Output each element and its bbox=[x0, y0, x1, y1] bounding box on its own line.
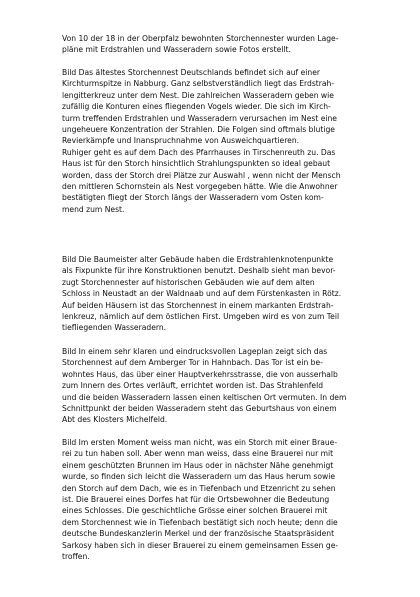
text-line: rei zu tun haben soll. Aber wenn man weiss, dass eine Brauerei nur mit bbox=[62, 449, 334, 459]
text-line: ungeheuere Konzentration der Strahlen. Die Folgen sind oftmals blutige bbox=[62, 124, 335, 134]
text-line: zugt Storchennester auf historischen Gebäuden wie auf dem alten bbox=[62, 277, 315, 287]
text-line: Haus ist für den Storch hinsichtlich Strahlungspunkten so ideal gebaut bbox=[62, 159, 331, 169]
text-line: Schloss in Neustadt an der Waldnaab und auf dem Fürstenkasten in Rötz. bbox=[62, 289, 342, 299]
text-line: Abt des Klosters Michelfeld. bbox=[62, 415, 168, 425]
text-line: lenkreuz, nämlich auf dem östlichen First. Umgeben wird es von zum Teil bbox=[62, 311, 340, 321]
text-line: bestätigten fliegt der Storch längs der Wasseradern vom Osten kom- bbox=[62, 193, 324, 203]
text-line: Auf beiden Häusern ist das Storchennest in einem markanten Erdstrah- bbox=[62, 300, 334, 310]
text-line: dem Storchennest wie in Tiefenbach bestätigt sich noch heute; denn die bbox=[62, 517, 338, 527]
text-line: turm treffenden Erdstrahlen und Wasseradern verursachen im Nest eine bbox=[62, 113, 337, 123]
paragraph-hahnbach bbox=[62, 346, 374, 426]
text-line: Storchennest auf dem Amberger Tor in Hahnbach. Das Tor ist ein be- bbox=[62, 358, 323, 368]
text-line: Bild Die Baumeister alter Gebäude haben die Erdstrahlenknotenpunkte bbox=[62, 255, 334, 264]
text-line: tiefliegenden Wasseradern. bbox=[62, 323, 167, 333]
paragraph-nabburg bbox=[62, 67, 374, 215]
text-line: Bild Das ältestes Storchennest Deutschlands befindet sich auf einer bbox=[62, 68, 321, 77]
text-line: zufällig die Konturen eines fliegenden Vogels wieder. Die sich im Kirch- bbox=[62, 102, 331, 112]
text-line: Bild In einem sehr klaren und eindrucksvollen Lageplan zeigt sich das bbox=[62, 347, 328, 356]
text-line: wohntes Haus, das über einer Hauptverkehrsstrasse, die von ausserhalb bbox=[62, 369, 338, 379]
text-line: als Fixpunkte für ihre Konstruktionen benutzt. Deshalb sieht man bevor- bbox=[62, 266, 336, 276]
text-line: zum Innern des Ortes verläuft, errichtet worden ist. Das Strahlenfeld bbox=[62, 381, 324, 391]
text-line: pläne mit Erdstrahlen und Wasseradern sowie Fotos erstellt. bbox=[62, 45, 291, 55]
text-line: einem geschützten Brunnen im Haus oder in nächster Nähe genehmigt bbox=[62, 460, 334, 470]
paragraph-intro bbox=[62, 33, 374, 56]
text-line: eines Schlosses. Die geschichtliche Grösse einer solchen Brauerei mit bbox=[62, 506, 328, 516]
text-line: den mittleren Schornstein als Nest vorgegeben hätte. Wie die Anwohner bbox=[62, 181, 338, 191]
text-line: Kirchturmspitze in Nabburg. Ganz selbstverständlich liegt das Erdstrah- bbox=[62, 79, 335, 89]
text-line: mend zum Nest. bbox=[62, 204, 125, 214]
paragraph-brauerei bbox=[62, 437, 374, 562]
text-line: Sarkosy haben sich in dieser Brauerei zu einem gemeinsamen Essen ge- bbox=[62, 540, 339, 550]
text-line: troffen. bbox=[62, 551, 90, 561]
text-line: Von 10 der 18 in der Oberpfalz bewohnten Storchennester wurden Lage- bbox=[62, 34, 339, 43]
text-line: Revierkämpfe und Inanspruchnahme von Ausweichquartieren. bbox=[62, 136, 300, 146]
text-line: worden, dass der Storch drei Plätze zur Auswahl , wenn nicht der Mensch bbox=[62, 170, 341, 180]
paragraph-neustadt bbox=[62, 254, 374, 334]
text-line: den Storch auf dem Dach, wie es in Tiefenbach und Etzenricht zu sehen bbox=[62, 483, 336, 493]
text-line: Bild Im ersten Moment weiss man nicht, was ein Storch mit einer Braue- bbox=[62, 438, 338, 447]
text-line: lengitterkreuz unter dem Nest. Die zahlreichen Wasseradern geben wie bbox=[62, 90, 334, 100]
text-line: deutsche Bundeskanzlerin Merkel und der französische Staatspräsident bbox=[62, 529, 335, 539]
text-line: Schnittpunkt der beiden Wasseradern steht das Geburtshaus von einem bbox=[62, 403, 337, 413]
text-line: wurde, so finden sich leicht die Wasseradern um das Haus herum sowie bbox=[62, 472, 335, 482]
text-line: Ruhiger geht es auf dem Dach des Pfarrhauses in Tirschenreuth zu. Das bbox=[62, 147, 336, 157]
text-line: ist. Die Brauerei eines Dorfes hat für die Ortsbewohner die Bedeutung bbox=[62, 494, 330, 504]
text-line: und die beiden Wasseradern lassen einen keltischen Ort vermuten. In dem bbox=[62, 392, 347, 402]
